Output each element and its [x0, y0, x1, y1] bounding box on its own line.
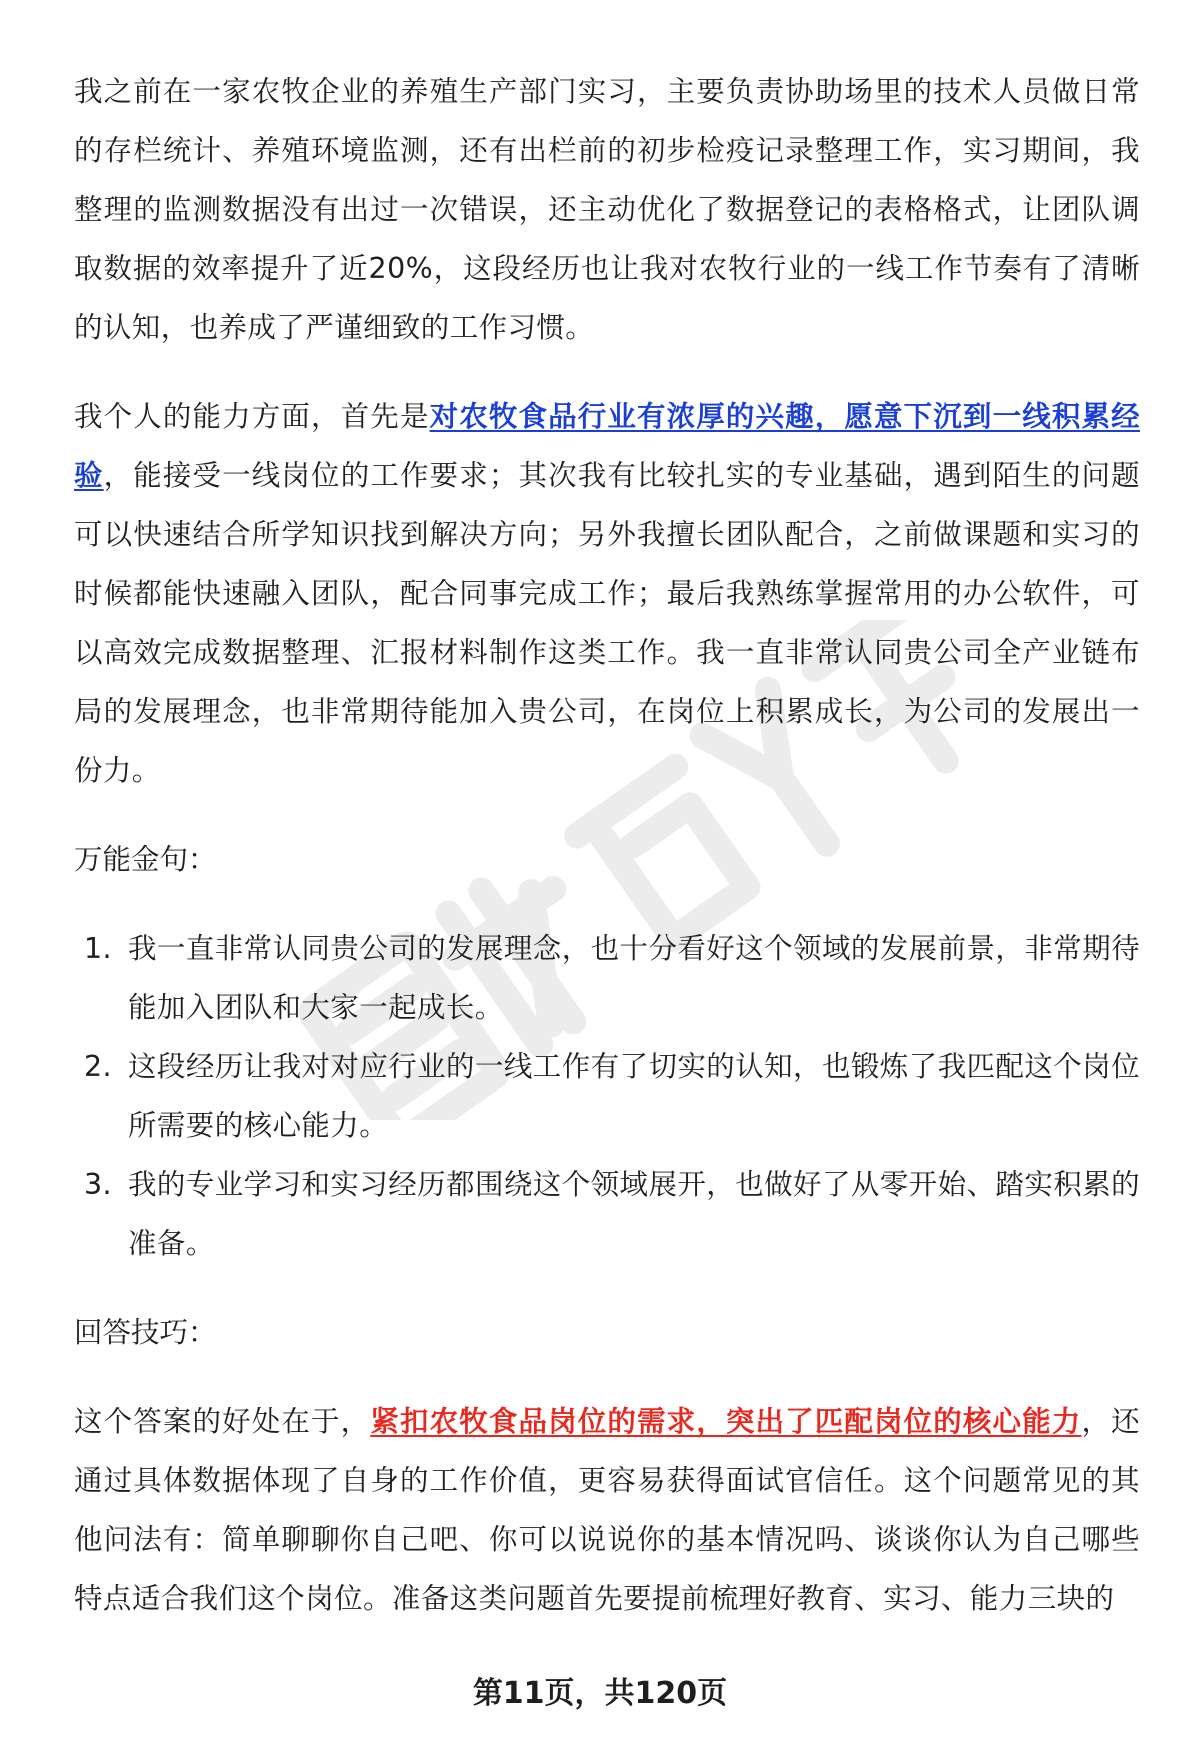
abilities-highlight: 对农牧食品行业有浓厚的兴趣，愿意下沉到一线积累经验 [74, 400, 1140, 492]
list-item [74, 1155, 1140, 1273]
page-number-footer: 第11页，共120页 [472, 1676, 728, 1711]
document-body [74, 62, 1140, 1658]
paragraph-abilities [74, 387, 1140, 800]
list-item-number: 3. [84, 1168, 112, 1201]
list-item-number: 2. [84, 1050, 112, 1083]
paragraph-tips [74, 1392, 1140, 1628]
paragraph-internship: 我之前在一家农牧企业的养殖生产部门实习，主要负责协助场里的技术人员做日常的存栏统计、养殖环境监测，还有出栏前的初步检疫记录整理工作，实习期间，我整理的监测数据没有出过一次错误，还主动优化了数据登记的表格格式，让团队调取数据的效率提升了近20%，这段经历也让我对农牧行业的一线工作节奏有了清晰的认知，也养成了严谨细致的工作习惯。 [74, 75, 1140, 344]
abilities-text-after: ，能接受一线岗位的工作要求；其次我有比较扎实的专业基础，遇到陌生的问题可以快速结合所学知识找到解决方向；另外我擅长团队配合，之前做课题和实习的时候都能快速融入团队，配合同事完成工作；最后我熟练掌握常用的办公软件，可以高效完成数据整理、汇报材料制作这类工作。我一直非常认同贵公司全产业链布局的发展理念，也非常期待能加入贵公司，在岗位上积累成长，为公司的发展出一份力。 [74, 459, 1140, 787]
heading-answer-tips: 回答技巧： [74, 1316, 217, 1349]
list-item [74, 919, 1140, 1037]
tips-text-before: 这个答案的好处在于， [74, 1405, 371, 1438]
abilities-text-before: 我个人的能力方面，首先是 [74, 400, 430, 433]
tips-text-after: ，还通过具体数据体现了自身的工作价值，更容易获得面试官信任。这个问题常见的其他问法有：简单聊聊你自己吧、你可以说说你的基本情况吗、谈谈你认为自己哪些特点适合我们这个岗位。准备这类问题首先要提前梳理好教育、实习、能力三块的 [74, 1405, 1140, 1615]
tips-highlight: 紧扣农牧食品岗位的需求，突出了匹配岗位的核心能力 [370, 1405, 1082, 1438]
list-item-number: 1. [84, 932, 112, 965]
list-item-text: 我一直非常认同贵公司的发展理念，也十分看好这个领域的发展前景，非常期待能加入团队和大家一起成长。 [128, 932, 1140, 1024]
list-item-text: 这段经历让我对对应行业的一线工作有了切实的认知，也锻炼了我匹配这个岗位所需要的核心能力。 [128, 1050, 1140, 1142]
heading-golden-sentences: 万能金句： [74, 843, 217, 876]
list-item [74, 1037, 1140, 1155]
list-item-text: 我的专业学习和实习经历都围绕这个领域展开，也做好了从零开始、踏实积累的准备。 [128, 1168, 1140, 1260]
golden-sentences-list [74, 919, 1140, 1273]
